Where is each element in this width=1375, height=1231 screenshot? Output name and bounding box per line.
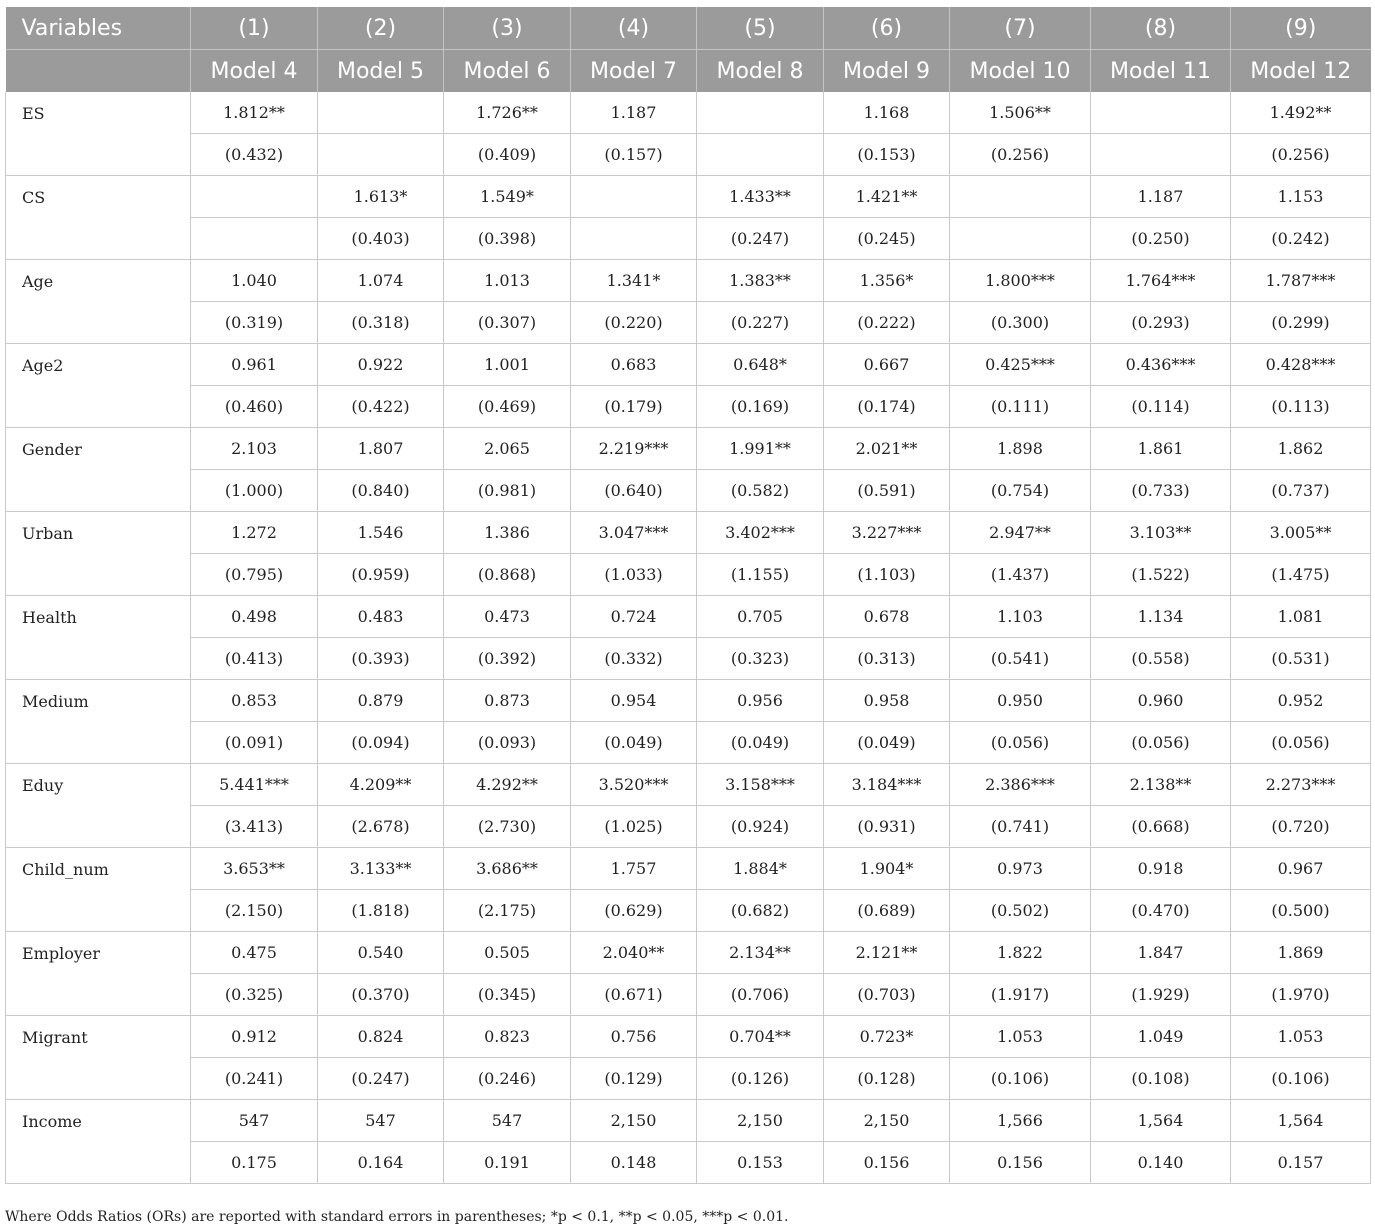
std-error-cell: (0.403) — [318, 218, 444, 260]
coefficient-cell: 0.473 — [444, 596, 571, 638]
coefficient-cell: 1.053 — [1231, 1016, 1371, 1058]
coefficient-cell: 1.822 — [950, 932, 1091, 974]
coefficient-cell: 0.425*** — [950, 344, 1091, 386]
coefficient-cell: 0.873 — [444, 680, 571, 722]
table-row — [6, 344, 1371, 386]
coefficient-cell — [950, 176, 1091, 218]
std-error-cell: 0.156 — [824, 1142, 950, 1184]
table-row — [6, 512, 1371, 554]
std-error-cell: (0.056) — [1231, 722, 1371, 764]
table-row — [6, 932, 1371, 974]
std-error-cell: (0.250) — [1091, 218, 1231, 260]
std-error-cell: (0.392) — [444, 638, 571, 680]
std-error-cell: (0.319) — [191, 302, 318, 344]
coefficient-cell: 1.134 — [1091, 596, 1231, 638]
std-error-cell: (0.169) — [697, 386, 824, 428]
std-error-cell: (0.840) — [318, 470, 444, 512]
coefficient-cell: 0.952 — [1231, 680, 1371, 722]
coefficient-cell: 0.956 — [697, 680, 824, 722]
std-error-cell: (0.241) — [191, 1058, 318, 1100]
table-row — [6, 638, 1371, 680]
coefficient-cell: 2.134** — [697, 932, 824, 974]
coefficient-cell: 0.704** — [697, 1016, 824, 1058]
coefficient-cell: 0.683 — [571, 344, 697, 386]
std-error-cell: (0.469) — [444, 386, 571, 428]
coefficient-cell: 2.138** — [1091, 764, 1231, 806]
variable-name: Age2 — [6, 344, 191, 428]
table-row — [6, 806, 1371, 848]
variable-name: Migrant — [6, 1016, 191, 1100]
coefficient-cell: 0.540 — [318, 932, 444, 974]
std-error-cell: (0.106) — [950, 1058, 1091, 1100]
coefficient-cell: 0.950 — [950, 680, 1091, 722]
coefficient-cell: 3.402*** — [697, 512, 824, 554]
std-error-cell: (0.500) — [1231, 890, 1371, 932]
std-error-cell: (0.413) — [191, 638, 318, 680]
coefficient-cell: 2.219*** — [571, 428, 697, 470]
coefficient-cell: 1.847 — [1091, 932, 1231, 974]
std-error-cell: (0.245) — [824, 218, 950, 260]
coefficient-cell: 1.187 — [571, 92, 697, 134]
std-error-cell: (0.323) — [697, 638, 824, 680]
model-header: Model 11 — [1091, 50, 1231, 93]
std-error-cell: (0.227) — [697, 302, 824, 344]
column-number: (1) — [191, 7, 318, 50]
coefficient-cell: 0.678 — [824, 596, 950, 638]
table-row — [6, 554, 1371, 596]
variable-name: Health — [6, 596, 191, 680]
blank-header-cell — [6, 50, 191, 93]
std-error-cell: 0.153 — [697, 1142, 824, 1184]
std-error-cell: (1.929) — [1091, 974, 1231, 1016]
coefficient-cell: 1.861 — [1091, 428, 1231, 470]
std-error-cell: (0.307) — [444, 302, 571, 344]
std-error-cell: (0.332) — [571, 638, 697, 680]
column-number: (7) — [950, 7, 1091, 50]
coefficient-cell: 1.884* — [697, 848, 824, 890]
coefficient-cell: 0.428*** — [1231, 344, 1371, 386]
std-error-cell: (2.730) — [444, 806, 571, 848]
coefficient-cell: 1.862 — [1231, 428, 1371, 470]
model-header: Model 5 — [318, 50, 444, 93]
coefficient-cell: 0.475 — [191, 932, 318, 974]
coefficient-cell: 1.168 — [824, 92, 950, 134]
std-error-cell: (0.247) — [697, 218, 824, 260]
coefficient-cell: 0.483 — [318, 596, 444, 638]
coefficient-cell: 2.103 — [191, 428, 318, 470]
footnote-text: Where Odds Ratios (ORs) are reported with standard errors in parentheses; *p < 0.1, **p < 0.05, ***p < 0.01. — [5, 1209, 789, 1225]
column-number: (8) — [1091, 7, 1231, 50]
coefficient-cell: 3.227*** — [824, 512, 950, 554]
std-error-cell: (0.256) — [950, 134, 1091, 176]
coefficient-cell: 0.667 — [824, 344, 950, 386]
coefficient-cell: 2.021** — [824, 428, 950, 470]
std-error-cell — [697, 134, 824, 176]
std-error-cell: (0.460) — [191, 386, 318, 428]
std-error-cell: 0.191 — [444, 1142, 571, 1184]
coefficient-cell: 2,150 — [824, 1100, 950, 1142]
std-error-cell: (0.706) — [697, 974, 824, 1016]
table-row — [6, 1016, 1371, 1058]
std-error-cell: (0.345) — [444, 974, 571, 1016]
coefficient-cell — [318, 92, 444, 134]
std-error-cell: (0.981) — [444, 470, 571, 512]
std-error-cell: (0.370) — [318, 974, 444, 1016]
model-header: Model 9 — [824, 50, 950, 93]
std-error-cell: (0.629) — [571, 890, 697, 932]
std-error-cell: (0.671) — [571, 974, 697, 1016]
std-error-cell: (1.033) — [571, 554, 697, 596]
coefficient-cell: 1.898 — [950, 428, 1091, 470]
model-header: Model 7 — [571, 50, 697, 93]
std-error-cell: (1.437) — [950, 554, 1091, 596]
coefficient-cell: 1.053 — [950, 1016, 1091, 1058]
std-error-cell: (0.689) — [824, 890, 950, 932]
coefficient-cell: 4.292** — [444, 764, 571, 806]
coefficient-cell — [571, 176, 697, 218]
table-row — [6, 974, 1371, 1016]
coefficient-cell: 3.184*** — [824, 764, 950, 806]
variable-name: CS — [6, 176, 191, 260]
coefficient-cell: 0.436*** — [1091, 344, 1231, 386]
coefficient-cell: 0.961 — [191, 344, 318, 386]
coefficient-cell: 1.040 — [191, 260, 318, 302]
coefficient-cell: 1.492** — [1231, 92, 1371, 134]
std-error-cell: (0.056) — [1091, 722, 1231, 764]
coefficient-cell: 0.918 — [1091, 848, 1231, 890]
table-row — [6, 218, 1371, 260]
table-row — [6, 260, 1371, 302]
coefficient-cell: 1.356* — [824, 260, 950, 302]
model-header: Model 8 — [697, 50, 824, 93]
coefficient-cell: 4.209** — [318, 764, 444, 806]
std-error-cell: (0.591) — [824, 470, 950, 512]
coefficient-cell: 1.341* — [571, 260, 697, 302]
table-row — [6, 386, 1371, 428]
coefficient-cell: 0.824 — [318, 1016, 444, 1058]
coefficient-cell — [191, 176, 318, 218]
coefficient-cell: 3.158*** — [697, 764, 824, 806]
header-row-numbers — [6, 7, 1371, 50]
table-row — [6, 680, 1371, 722]
coefficient-cell: 1.549* — [444, 176, 571, 218]
std-error-cell: (0.541) — [950, 638, 1091, 680]
table-footnote — [5, 1209, 788, 1225]
std-error-cell: (0.931) — [824, 806, 950, 848]
column-number: (3) — [444, 7, 571, 50]
std-error-cell: (0.094) — [318, 722, 444, 764]
coefficient-cell: 3.005** — [1231, 512, 1371, 554]
table-row — [6, 722, 1371, 764]
std-error-cell: (0.114) — [1091, 386, 1231, 428]
coefficient-cell: 3.653** — [191, 848, 318, 890]
model-header: Model 6 — [444, 50, 571, 93]
coefficient-cell: 547 — [318, 1100, 444, 1142]
std-error-cell: (1.000) — [191, 470, 318, 512]
coefficient-cell — [1091, 92, 1231, 134]
coefficient-cell: 1.433** — [697, 176, 824, 218]
std-error-cell: (1.522) — [1091, 554, 1231, 596]
coefficient-cell: 1.383** — [697, 260, 824, 302]
column-number: (9) — [1231, 7, 1371, 50]
coefficient-cell: 3.133** — [318, 848, 444, 890]
coefficient-cell: 1.001 — [444, 344, 571, 386]
coefficient-cell: 0.648* — [697, 344, 824, 386]
std-error-cell: (0.868) — [444, 554, 571, 596]
coefficient-cell: 1.506** — [950, 92, 1091, 134]
std-error-cell: (0.531) — [1231, 638, 1371, 680]
coefficient-cell: 1.272 — [191, 512, 318, 554]
std-error-cell: (0.422) — [318, 386, 444, 428]
std-error-cell: 0.164 — [318, 1142, 444, 1184]
std-error-cell: (0.222) — [824, 302, 950, 344]
coefficient-cell: 2,150 — [571, 1100, 697, 1142]
std-error-cell: (2.175) — [444, 890, 571, 932]
coefficient-cell: 1,564 — [1091, 1100, 1231, 1142]
std-error-cell: (0.108) — [1091, 1058, 1231, 1100]
std-error-cell — [191, 218, 318, 260]
std-error-cell: 0.148 — [571, 1142, 697, 1184]
coefficient-cell: 0.960 — [1091, 680, 1231, 722]
model-header: Model 10 — [950, 50, 1091, 93]
std-error-cell: (0.470) — [1091, 890, 1231, 932]
coefficient-cell: 3.047*** — [571, 512, 697, 554]
std-error-cell: (0.682) — [697, 890, 824, 932]
std-error-cell: (0.502) — [950, 890, 1091, 932]
std-error-cell: (0.174) — [824, 386, 950, 428]
std-error-cell: (0.393) — [318, 638, 444, 680]
table-row — [6, 1058, 1371, 1100]
coefficient-cell: 0.958 — [824, 680, 950, 722]
variable-name: Urban — [6, 512, 191, 596]
std-error-cell: (1.475) — [1231, 554, 1371, 596]
table-row — [6, 1100, 1371, 1142]
table-row — [6, 596, 1371, 638]
coefficient-cell: 1.764*** — [1091, 260, 1231, 302]
coefficient-cell: 3.686** — [444, 848, 571, 890]
std-error-cell — [318, 134, 444, 176]
coefficient-cell: 0.823 — [444, 1016, 571, 1058]
table-row — [6, 890, 1371, 932]
std-error-cell: (1.103) — [824, 554, 950, 596]
coefficient-cell: 1.074 — [318, 260, 444, 302]
variable-name: Child_num — [6, 848, 191, 932]
std-error-cell: (0.398) — [444, 218, 571, 260]
variable-name: Income — [6, 1100, 191, 1184]
std-error-cell: (0.299) — [1231, 302, 1371, 344]
std-error-cell: (2.678) — [318, 806, 444, 848]
coefficient-cell: 0.973 — [950, 848, 1091, 890]
std-error-cell: (0.959) — [318, 554, 444, 596]
std-error-cell: 0.156 — [950, 1142, 1091, 1184]
coefficient-cell: 1.049 — [1091, 1016, 1231, 1058]
table-row — [6, 92, 1371, 134]
std-error-cell — [950, 218, 1091, 260]
std-error-cell: (0.720) — [1231, 806, 1371, 848]
model-header: Model 4 — [191, 50, 318, 93]
std-error-cell: (0.129) — [571, 1058, 697, 1100]
coefficient-cell: 1.421** — [824, 176, 950, 218]
std-error-cell: (0.668) — [1091, 806, 1231, 848]
std-error-cell: (0.153) — [824, 134, 950, 176]
coefficient-cell: 0.705 — [697, 596, 824, 638]
std-error-cell: (0.093) — [444, 722, 571, 764]
coefficient-cell: 1.869 — [1231, 932, 1371, 974]
coefficient-cell: 2.386*** — [950, 764, 1091, 806]
coefficient-cell: 1.153 — [1231, 176, 1371, 218]
std-error-cell: (1.917) — [950, 974, 1091, 1016]
variable-name: Employer — [6, 932, 191, 1016]
std-error-cell: (0.056) — [950, 722, 1091, 764]
coefficient-cell: 1.386 — [444, 512, 571, 554]
std-error-cell: (0.179) — [571, 386, 697, 428]
std-error-cell: (0.049) — [697, 722, 824, 764]
coefficient-cell: 0.853 — [191, 680, 318, 722]
coefficient-cell: 1.787*** — [1231, 260, 1371, 302]
variable-name: Medium — [6, 680, 191, 764]
variables-header: Variables — [6, 7, 191, 50]
std-error-cell: (0.737) — [1231, 470, 1371, 512]
coefficient-cell: 1.757 — [571, 848, 697, 890]
coefficient-cell — [697, 92, 824, 134]
column-number: (4) — [571, 7, 697, 50]
coefficient-cell: 0.912 — [191, 1016, 318, 1058]
coefficient-cell: 1.812** — [191, 92, 318, 134]
std-error-cell: (3.413) — [191, 806, 318, 848]
std-error-cell: (0.582) — [697, 470, 824, 512]
std-error-cell: (0.106) — [1231, 1058, 1371, 1100]
variable-name: Gender — [6, 428, 191, 512]
coefficient-cell: 0.723* — [824, 1016, 950, 1058]
coefficient-cell: 1.103 — [950, 596, 1091, 638]
table-row — [6, 848, 1371, 890]
std-error-cell: (0.754) — [950, 470, 1091, 512]
std-error-cell: (0.924) — [697, 806, 824, 848]
coefficient-cell: 3.520*** — [571, 764, 697, 806]
coefficient-cell: 0.724 — [571, 596, 697, 638]
coefficient-cell: 1.187 — [1091, 176, 1231, 218]
coefficient-cell: 0.505 — [444, 932, 571, 974]
std-error-cell: (0.113) — [1231, 386, 1371, 428]
column-number: (2) — [318, 7, 444, 50]
std-error-cell: (2.150) — [191, 890, 318, 932]
std-error-cell — [571, 218, 697, 260]
coefficient-cell: 1.546 — [318, 512, 444, 554]
header-row-models — [6, 50, 1371, 93]
std-error-cell: (0.049) — [571, 722, 697, 764]
std-error-cell — [1091, 134, 1231, 176]
std-error-cell: (0.111) — [950, 386, 1091, 428]
std-error-cell: (1.025) — [571, 806, 697, 848]
model-header: Model 12 — [1231, 50, 1371, 93]
coefficient-cell: 1.800*** — [950, 260, 1091, 302]
std-error-cell: (0.242) — [1231, 218, 1371, 260]
table-row — [6, 428, 1371, 470]
coefficient-cell: 2.947** — [950, 512, 1091, 554]
std-error-cell: (0.049) — [824, 722, 950, 764]
coefficient-cell: 1,564 — [1231, 1100, 1371, 1142]
table-row — [6, 302, 1371, 344]
std-error-cell: (0.703) — [824, 974, 950, 1016]
std-error-cell: (0.091) — [191, 722, 318, 764]
std-error-cell: 0.140 — [1091, 1142, 1231, 1184]
coefficient-cell: 2.121** — [824, 932, 950, 974]
std-error-cell: (1.970) — [1231, 974, 1371, 1016]
coefficient-cell: 2.065 — [444, 428, 571, 470]
std-error-cell: 0.175 — [191, 1142, 318, 1184]
table-body — [6, 92, 1371, 1184]
coefficient-cell: 1.991** — [697, 428, 824, 470]
coefficient-cell: 0.879 — [318, 680, 444, 722]
std-error-cell: (0.733) — [1091, 470, 1231, 512]
std-error-cell: (0.741) — [950, 806, 1091, 848]
coefficient-cell: 2.273*** — [1231, 764, 1371, 806]
table-row — [6, 176, 1371, 218]
variable-name: ES — [6, 92, 191, 176]
table-row — [6, 1142, 1371, 1184]
coefficient-cell: 2.040** — [571, 932, 697, 974]
coefficient-cell: 1,566 — [950, 1100, 1091, 1142]
std-error-cell: 0.157 — [1231, 1142, 1371, 1184]
std-error-cell: (0.157) — [571, 134, 697, 176]
std-error-cell: (0.640) — [571, 470, 697, 512]
column-number: (6) — [824, 7, 950, 50]
coefficient-cell: 1.726** — [444, 92, 571, 134]
coefficient-cell: 0.922 — [318, 344, 444, 386]
std-error-cell: (1.155) — [697, 554, 824, 596]
std-error-cell: (0.313) — [824, 638, 950, 680]
coefficient-cell: 547 — [191, 1100, 318, 1142]
std-error-cell: (0.409) — [444, 134, 571, 176]
coefficient-cell: 1.613* — [318, 176, 444, 218]
coefficient-cell: 547 — [444, 1100, 571, 1142]
variable-name: Age — [6, 260, 191, 344]
std-error-cell: (0.220) — [571, 302, 697, 344]
regression-table — [5, 7, 1371, 1184]
variable-name: Eduy — [6, 764, 191, 848]
coefficient-cell: 0.498 — [191, 596, 318, 638]
coefficient-cell: 1.904* — [824, 848, 950, 890]
std-error-cell: (0.558) — [1091, 638, 1231, 680]
std-error-cell: (0.128) — [824, 1058, 950, 1100]
std-error-cell: (0.795) — [191, 554, 318, 596]
std-error-cell: (0.318) — [318, 302, 444, 344]
coefficient-cell: 2,150 — [697, 1100, 824, 1142]
coefficient-cell: 0.756 — [571, 1016, 697, 1058]
coefficient-cell: 0.967 — [1231, 848, 1371, 890]
coefficient-cell: 0.954 — [571, 680, 697, 722]
coefficient-cell: 1.013 — [444, 260, 571, 302]
std-error-cell: (0.247) — [318, 1058, 444, 1100]
coefficient-cell: 5.441*** — [191, 764, 318, 806]
std-error-cell: (1.818) — [318, 890, 444, 932]
coefficient-cell: 1.081 — [1231, 596, 1371, 638]
column-number: (5) — [697, 7, 824, 50]
std-error-cell: (0.293) — [1091, 302, 1231, 344]
table-row — [6, 470, 1371, 512]
coefficient-cell: 1.807 — [318, 428, 444, 470]
table-row — [6, 134, 1371, 176]
std-error-cell: (0.246) — [444, 1058, 571, 1100]
std-error-cell: (0.256) — [1231, 134, 1371, 176]
std-error-cell: (0.325) — [191, 974, 318, 1016]
table-row — [6, 764, 1371, 806]
coefficient-cell: 3.103** — [1091, 512, 1231, 554]
std-error-cell: (0.432) — [191, 134, 318, 176]
std-error-cell: (0.300) — [950, 302, 1091, 344]
std-error-cell: (0.126) — [697, 1058, 824, 1100]
